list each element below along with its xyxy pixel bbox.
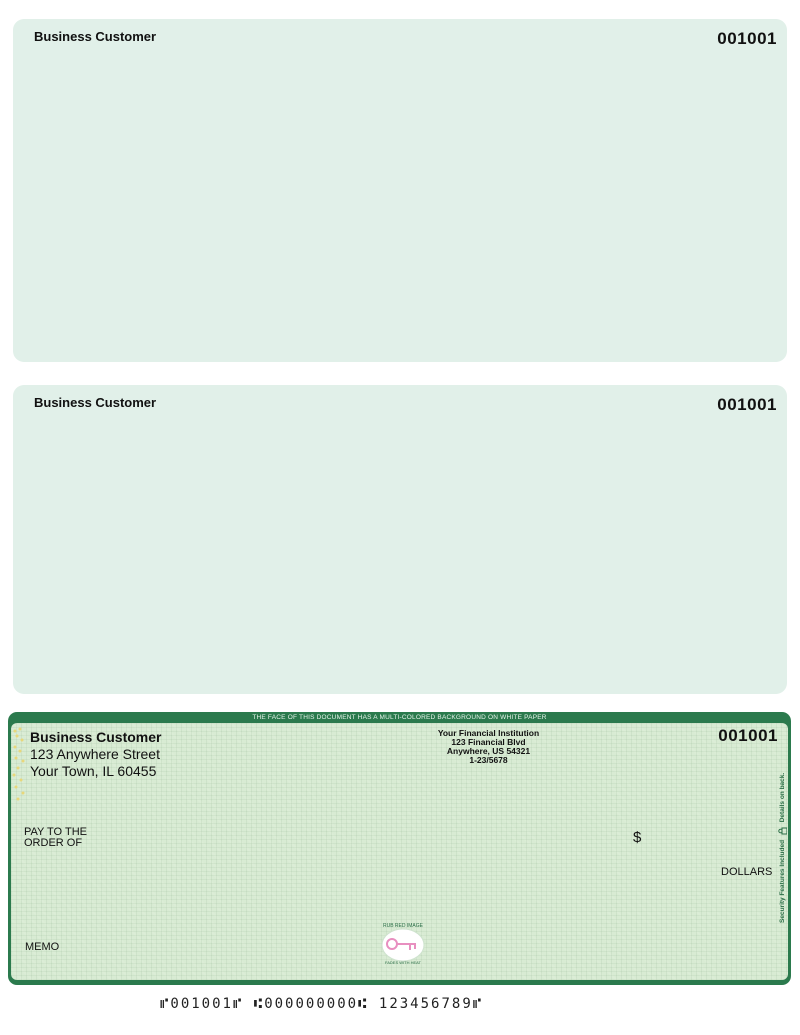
dollars-label: DOLLARS <box>721 866 773 878</box>
pay-to-line-2: ORDER OF <box>24 837 83 849</box>
seal-top-text: RUB RED IMAGE <box>382 923 424 929</box>
heat-seal-icon <box>374 919 432 967</box>
bank-name: Your Financial Institution <box>437 728 540 738</box>
stub-middle <box>13 385 787 694</box>
lock-icon <box>778 827 787 835</box>
details-on-back-text: Details on back. <box>779 772 787 823</box>
customer-city: Your Town, IL 60455 <box>30 763 157 779</box>
memo-label: MEMO <box>25 941 60 953</box>
security-features-text: Security Features Included <box>779 839 787 923</box>
micr-line: ⑈001001⑈ ⑆000000000⑆ 123456789⑈ <box>160 996 484 1012</box>
stub-check-number: 001001 <box>717 29 777 48</box>
seal-bottom-text: FADES WITH HEAT <box>385 960 421 965</box>
customer-name: Business Customer <box>30 729 162 745</box>
pay-to-label <box>24 827 87 849</box>
stub-check-number: 001001 <box>717 395 777 414</box>
check-number: 001001 <box>718 726 778 745</box>
pay-to-line-1: PAY TO THE <box>24 826 87 838</box>
bank-address-2: Anywhere, US 54321 <box>446 746 531 756</box>
stub-customer-name: Business Customer <box>34 29 157 44</box>
security-banner: THE FACE OF THIS DOCUMENT HAS A MULTI-COLORED BACKGROUND ON WHITE PAPER <box>252 714 547 721</box>
customer-street: 123 Anywhere Street <box>30 746 160 762</box>
security-features-note <box>778 773 787 923</box>
dollar-sign: $ <box>633 829 642 846</box>
check <box>8 712 791 985</box>
check-face <box>11 723 788 980</box>
stub-top <box>13 19 787 362</box>
routing-fraction: 1-23/5678 <box>469 755 508 765</box>
bank-info <box>391 729 586 765</box>
stub-customer-name: Business Customer <box>34 395 157 410</box>
bank-address-1: 123 Financial Blvd <box>451 737 526 747</box>
